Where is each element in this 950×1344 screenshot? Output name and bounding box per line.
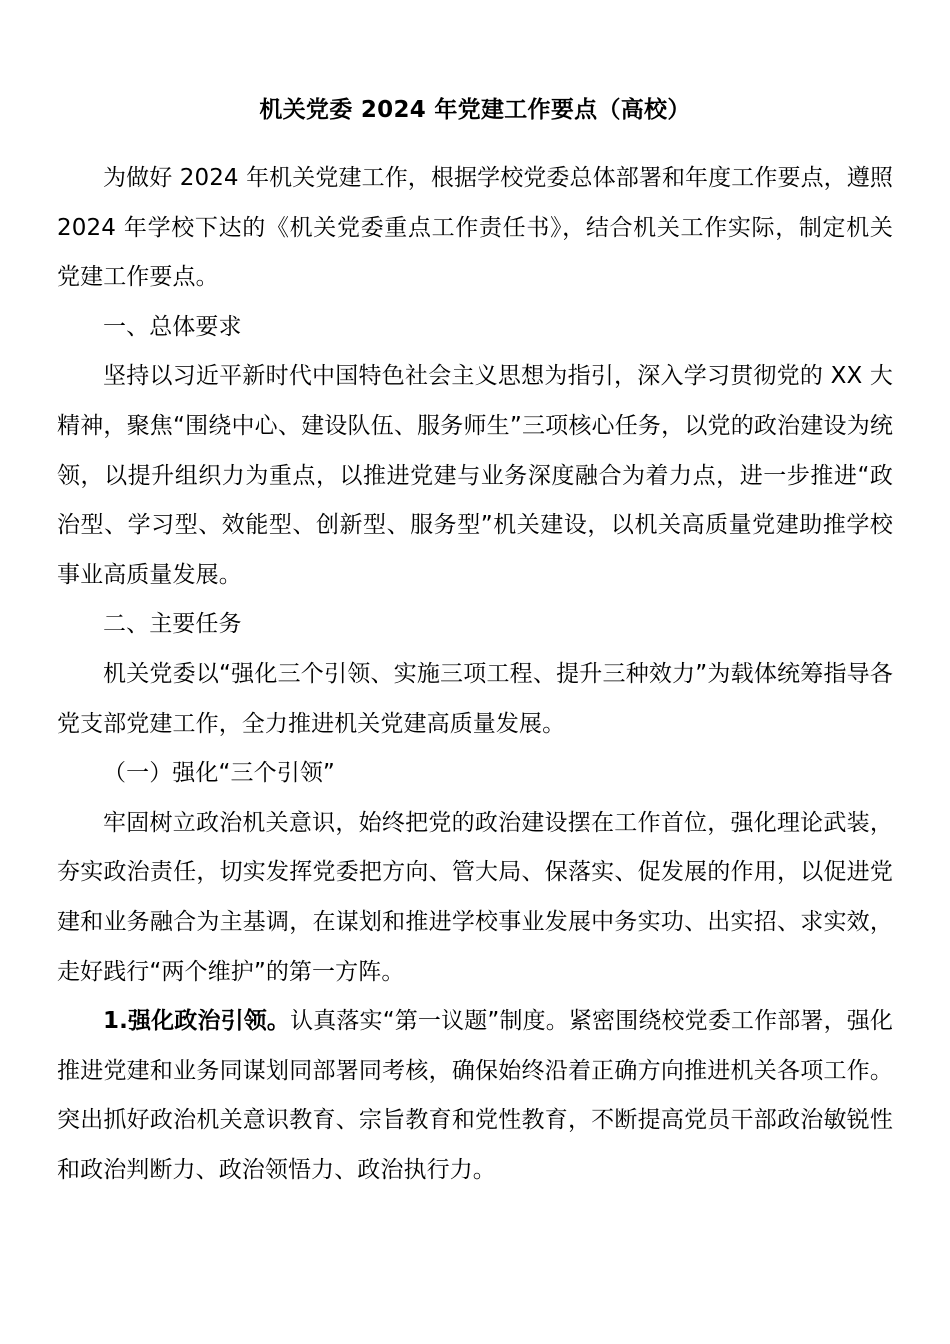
general-requirements-paragraph: 坚持以习近平新时代中国特色社会主义思想为指引，深入学习贯彻党的 XX 大精神，聚焦“围绕中心、建设队伍、服务师生”三项核心任务，以党的政治建设为统领，以提升组织力为重点，以推进党建与业务深度融合为着力点，进一步推进“政治型、学习型、效能型、创新型、服务型”机关建设，以机关高质量党建助推学校事业高质量发展。 <box>57 363 893 588</box>
document-title: 机关党委 2024 年党建工作要点（高校） <box>259 97 691 123</box>
main-tasks-paragraph: 机关党委以“强化三个引领、实施三项工程、提升三种效力”为载体统筹指导各党支部党建工作，全力推进机关党建高质量发展。 <box>57 660 893 737</box>
section-heading-general-requirements: 一、总体要求 <box>103 313 242 340</box>
political-lead-heading: 1.强化政治引领。 <box>103 1008 291 1035</box>
political-lead-body: 认真落实“第一议题”制度。紧密围绕校党委工作部署，强化推进党建和业务同谋划同部署同考核，确保始终沿着正确方向推进机关各项工作。突出抓好政治机关意识教育、宗旨教育和党性教育，不断提高党员干部政治敏锐性和政治判断力、政治领悟力、政治执行力。 <box>57 1008 893 1183</box>
section-heading-main-tasks: 二、主要任务 <box>103 611 242 638</box>
three-leads-paragraph: 牢固树立政治机关意识，始终把党的政治建设摆在工作首位，强化理论武装，夯实政治责任，切实发挥党委把方向、管大局、保落实、促发展的作用，以促进党建和业务融合为主基调，在谋划和推进学校事业发展中务实功、出实招、求实效，走好践行“两个维护”的第一方阵。 <box>57 809 893 985</box>
subsection-heading-three-leads: （一）强化“三个引领” <box>103 760 335 787</box>
intro-paragraph: 为做好 2024 年机关党建工作，根据学校党委总体部署和年度工作要点，遵照 2024 年学校下达的《机关党委重点工作责任书》，结合机关工作实际，制定机关党建工作要点。 <box>57 165 893 291</box>
political-lead-paragraph <box>57 997 893 1195</box>
document-page <box>57 88 893 1195</box>
